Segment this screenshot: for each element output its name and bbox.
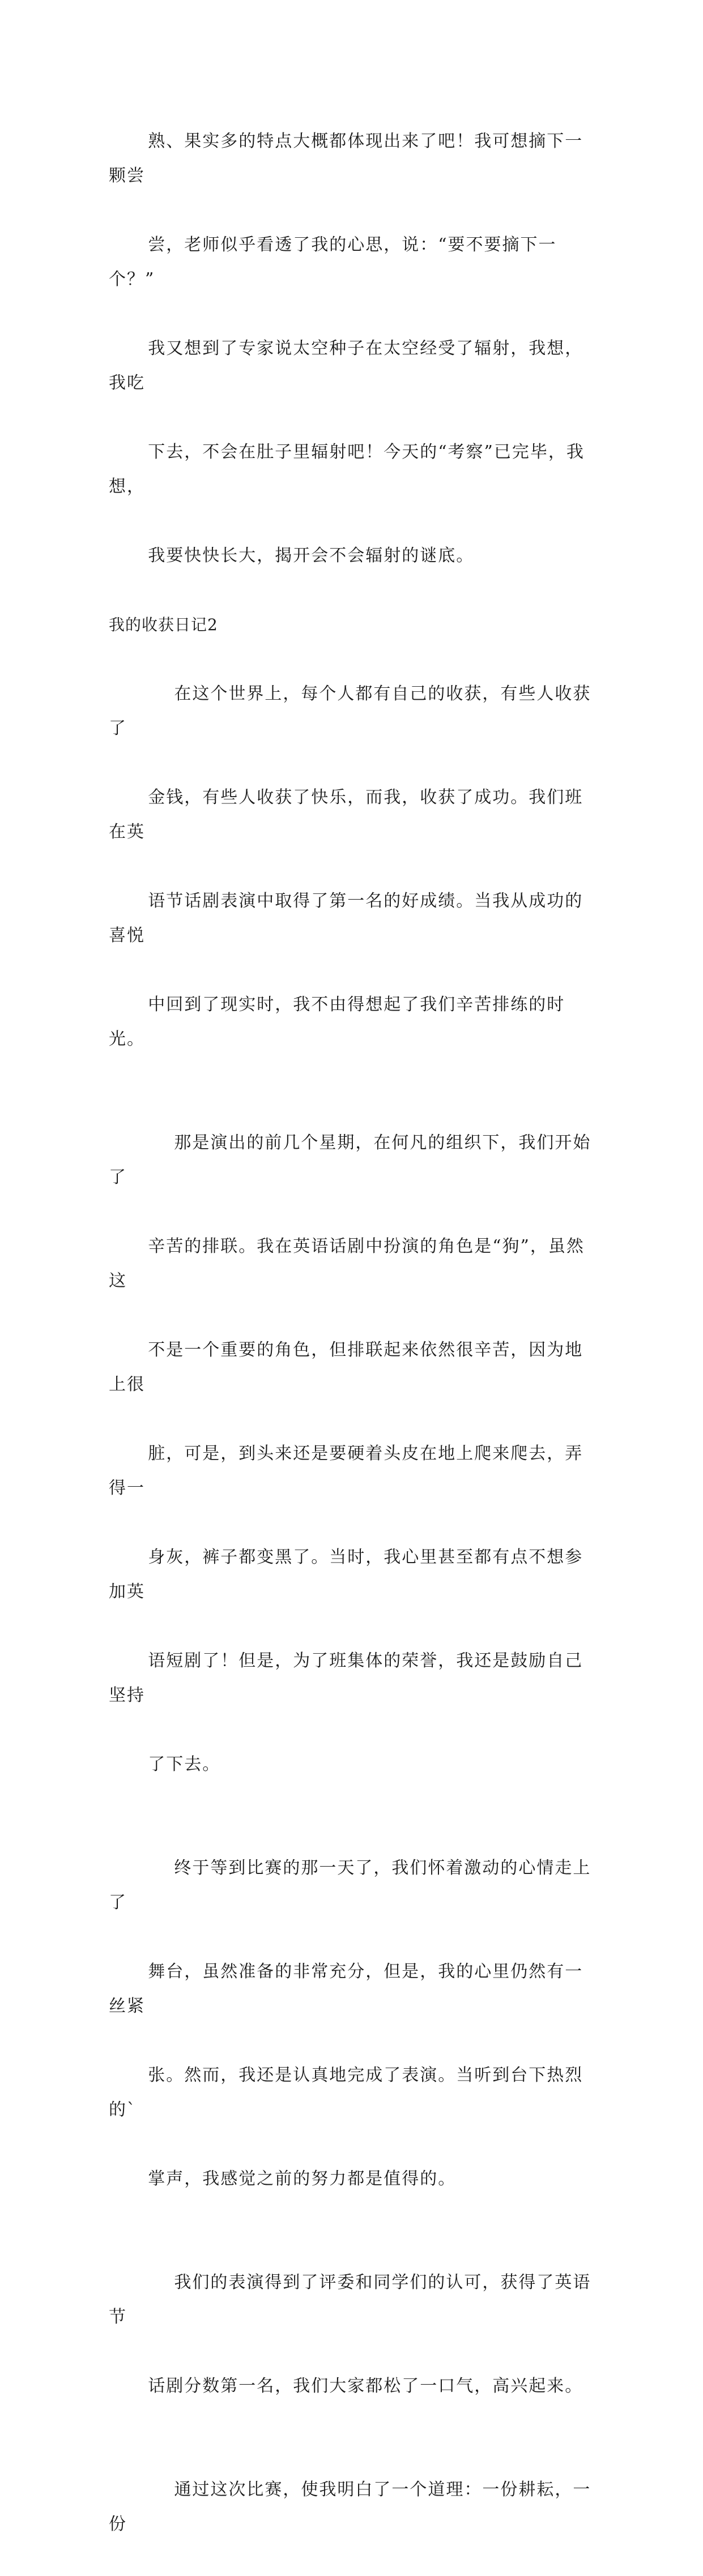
text-line: 我们的表演得到了评委和同学们的认可，获得了英语节 xyxy=(109,2273,591,2327)
paragraph-3 xyxy=(109,1816,596,2231)
text-line: 了下去。 xyxy=(148,1755,221,1774)
paragraph-5 xyxy=(109,2438,596,2576)
text-line: 尝，老师似乎看透了我的心思，说：“要不要摘下一个？” xyxy=(109,235,557,289)
text-line: 通过这次比赛，使我明白了一个道理：一份耕耘，一份 xyxy=(109,2480,591,2534)
text-line: 话剧分数第一名，我们大家都松了一口气，高兴起来。 xyxy=(148,2376,583,2396)
text-line: 中回到了现实时，我不由得想起了我们辛苦排练的时光。 xyxy=(109,995,565,1049)
paragraph-1 xyxy=(109,642,596,1091)
text-line: 下去，不会在肚子里辐射吧！今天的“考察”已完毕，我想， xyxy=(109,442,585,497)
text-line: 语节话剧表演中取得了第一名的好成绩。当我从成功的喜悦 xyxy=(109,891,583,945)
document-body xyxy=(109,89,596,2576)
text-line: 掌声，我感觉之前的努力都是值得的。 xyxy=(148,2169,457,2189)
text-line: 熟、果实多的特点大概都体现出来了吧！我可想摘下一颗尝 xyxy=(109,131,583,186)
text-line: 语短剧了！但是，为了班集体的荣誉，我还是鼓励自己坚持 xyxy=(109,1651,583,1705)
text-line: 我要快快长大，揭开会不会辐射的谜底。 xyxy=(148,546,475,566)
text-line: 舞台，虽然准备的非常充分，但是，我的心里仍然有一丝紧 xyxy=(109,1962,583,2016)
text-line: 终于等到比赛的那一天了，我们怀着激动的心情走上了 xyxy=(109,1858,591,1912)
paragraph-intro xyxy=(109,89,596,607)
text-line: 脏，可是，到头来还是要硬着头皮在地上爬来爬去，弄得一 xyxy=(109,1444,583,1498)
section-title-text: 我的收获日记2 xyxy=(109,615,218,634)
text-line: 身灰，裤子都变黑了。当时，我心里甚至都有点不想参加英 xyxy=(109,1547,583,1602)
text-line: 张。然而，我还是认真地完成了表演。当听到台下热烈的` xyxy=(109,2065,583,2120)
text-line: 那是演出的前几个星期，在何凡的组织下，我们开始了 xyxy=(109,1133,591,1187)
text-line: 在这个世界上，每个人都有自己的收获，有些人收获了 xyxy=(109,684,591,738)
text-line: 不是一个重要的角色，但排联起来依然很辛苦，因为地上很 xyxy=(109,1340,583,1394)
paragraph-2 xyxy=(109,1091,596,1816)
section-title xyxy=(109,607,596,642)
text-line: 辛苦的排联。我在英语话剧中扮演的角色是“狗”，虽然这 xyxy=(109,1236,585,1291)
paragraph-4 xyxy=(109,2231,596,2438)
text-line: 金钱，有些人收获了快乐，而我，收获了成功。我们班在英 xyxy=(109,788,583,842)
text-line: 我又想到了专家说太空种子在太空经受了辐射，我想，我吃 xyxy=(109,339,583,393)
